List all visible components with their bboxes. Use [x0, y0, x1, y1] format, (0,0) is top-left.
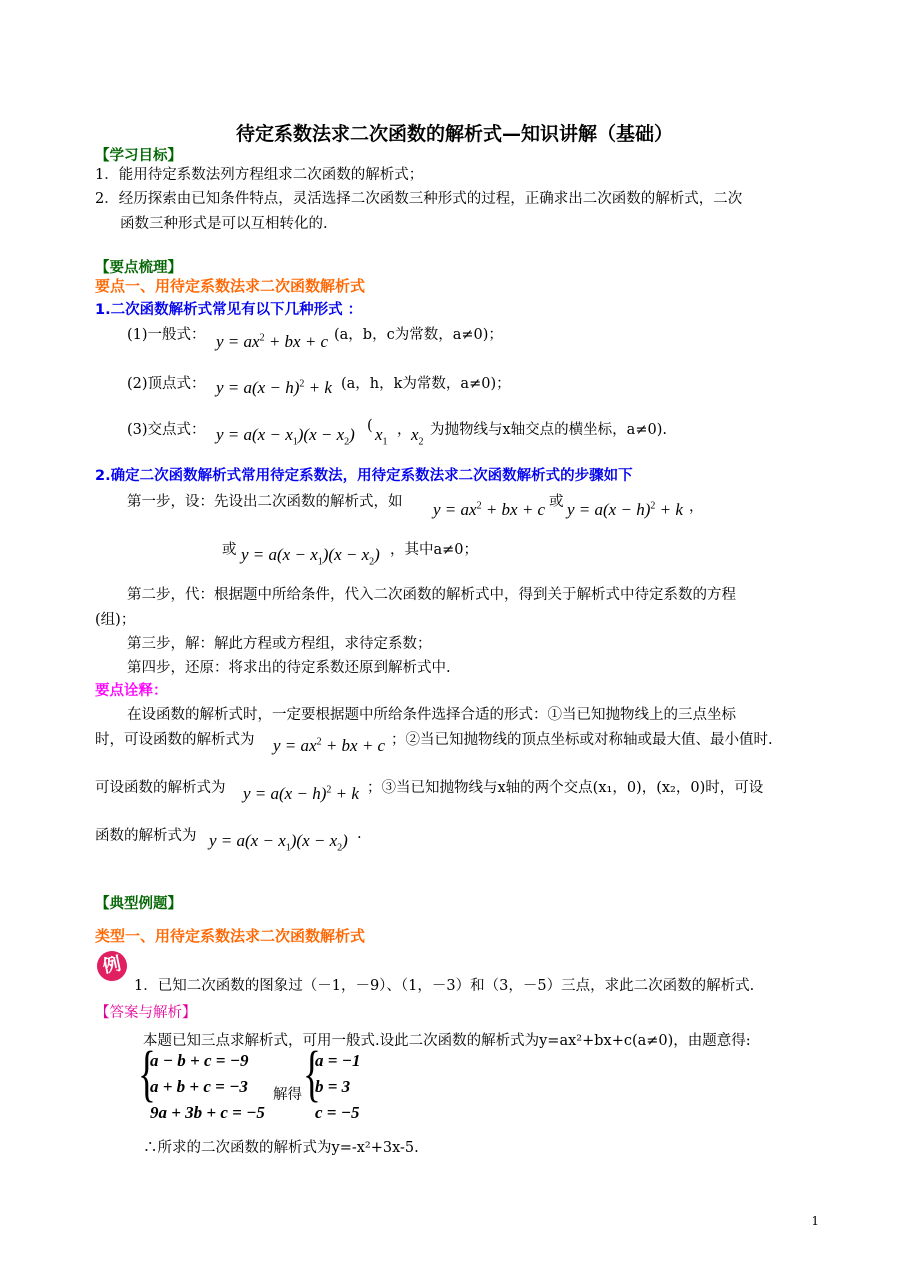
example-1-question: 1．已知二次函数的图象过（－1，－9）、（1，－3）和（3，－5）三点，求此二次函数的解析式. — [134, 978, 755, 994]
sub-1-heading: 1.二次函数解析式常见有以下几种形式 ： — [95, 302, 363, 318]
page-number: 1 — [811, 1214, 819, 1228]
equation-1: a − b + c = −9 — [150, 1051, 249, 1070]
page-title: 待定系数法求二次函数的解析式—知识讲解（基础） — [235, 123, 673, 145]
goal-item-2-cont: 函数三种形式是可以互相转化的. — [120, 216, 328, 232]
note-heading: 要点诠释： — [95, 683, 168, 699]
form2-label: (2)顶点式： — [127, 376, 206, 392]
note-formula-intercept: $y = a(x - x_1)(x - x_2)$ — [209, 831, 348, 854]
step1-text: 第一步，设：先设出二次函数的解析式，如 — [127, 494, 403, 510]
answer-intro: 本题已知三点求解析式，可用一般式.设此二次函数的解析式为y=ax²+bx+c(a≠0)，由题意得: — [143, 1033, 751, 1049]
solution-c: c = −5 — [315, 1103, 360, 1122]
form2-formula: $y = a(x - h)^2 + k$ — [216, 378, 332, 397]
form1-label: (1)一般式： — [127, 327, 206, 343]
form2-note: (a，h，k为常数，a≠0)； — [341, 376, 511, 392]
form3-x2: $x_2$ — [411, 425, 424, 448]
step4-text: 第四步，还原：将求出的待定系数还原到解析式中. — [127, 660, 451, 676]
note-line-1: 在设函数的解析式时，一定要根据题中所给条件选择合适的形式：①当已知抛物线上的三点坐标 — [127, 707, 736, 723]
solution-brace: { — [303, 1040, 321, 1108]
form1-note: (a，b，c为常数，a≠0)； — [334, 327, 503, 343]
step1-comma: ， — [689, 499, 704, 515]
form3-label: (3)交点式： — [127, 422, 206, 438]
form3-note-open: ( — [367, 418, 373, 434]
answer-conclusion: ∴所求的二次函数的解析式为y=-x²+3x-5. — [143, 1140, 419, 1156]
form3-x1: $x_1$ — [375, 425, 388, 448]
note-line-2b: ；②当已知抛物线的顶点坐标或对称轴或最大值、最小值时. — [391, 732, 773, 748]
step1-tail: ，其中a≠0； — [390, 542, 479, 558]
system-brace-left: { — [138, 1040, 156, 1108]
step2-text: 第二步，代：根据题中所给条件，代入二次函数的解析式中，得到关于解析式中待定系数的方程 — [127, 587, 736, 603]
form3-formula: $y = a(x - x_1)(x - x_2)$ — [216, 425, 355, 448]
step1-formula-intercept: $y = a(x - x_1)(x - x_2)$ — [241, 545, 380, 568]
note-formula-vertex: $y = a(x - h)^2 + k$ — [243, 784, 359, 803]
step1-or-1: 或 — [549, 494, 564, 510]
goals-heading: 【学习目标】 — [95, 148, 182, 164]
note-line-3a: 可设函数的解析式为 — [95, 780, 226, 796]
summary-heading: 【要点梳理】 — [95, 260, 182, 276]
step2-text-cont: (组)； — [95, 612, 136, 628]
note-line-4a: 函数的解析式为 — [95, 828, 197, 844]
step1-or-2: 或 — [222, 542, 237, 558]
note-line-2a: 时，可设函数的解析式为 — [95, 732, 255, 748]
note-line-3b: ；③当已知抛物线与x轴的两个交点(x₁，0)，(x₂，0)时，可设 — [367, 780, 764, 796]
solution-a: a = −1 — [315, 1051, 361, 1070]
answer-heading: 【答案与解析】 — [95, 1005, 197, 1021]
solve-word: 解得 — [273, 1087, 302, 1103]
form1-formula: $y = ax^2$ + bx + c — [216, 332, 329, 351]
goal-item-2: 2．经历探索由已知条件特点，灵活选择二次函数三种形式的过程，正确求出二次函数的解析式，二次 — [95, 191, 743, 207]
note-formula-general: $y = ax^2$ + bx + c — [273, 736, 386, 755]
equation-3: 9a + 3b + c = −5 — [150, 1103, 265, 1122]
form3-note-tail: 为抛物线与x轴交点的横坐标，a≠0). — [430, 422, 667, 438]
sub-2-heading: 2.确定二次函数解析式常用待定系数法，用待定系数法求二次函数解析式的步骤如下 — [95, 468, 633, 484]
example-badge-icon: 例 — [94, 948, 130, 984]
step1-formula-vertex: $y = a(x - h)^2 + k$ — [567, 500, 683, 519]
type-1-heading: 类型一、用待定系数法求二次函数解析式 — [95, 927, 366, 945]
point-1-heading: 要点一、用待定系数法求二次函数解析式 — [95, 277, 366, 295]
step3-text: 第三步，解：解此方程或方程组，求待定系数； — [127, 636, 432, 652]
solution-system — [315, 1048, 361, 1126]
equation-2: a + b + c = −3 — [150, 1077, 248, 1096]
step1-formula-general: $y = ax^2$ + bx + c — [433, 500, 546, 519]
goal-item-1: 1．能用待定系数法列方程组求二次函数的解析式； — [95, 167, 424, 183]
equation-system — [150, 1048, 265, 1126]
examples-heading: 【典型例题】 — [95, 896, 182, 912]
solution-b: b = 3 — [315, 1077, 351, 1096]
form3-note-comma: ， — [397, 422, 412, 438]
note-line-4b: . — [357, 826, 362, 842]
